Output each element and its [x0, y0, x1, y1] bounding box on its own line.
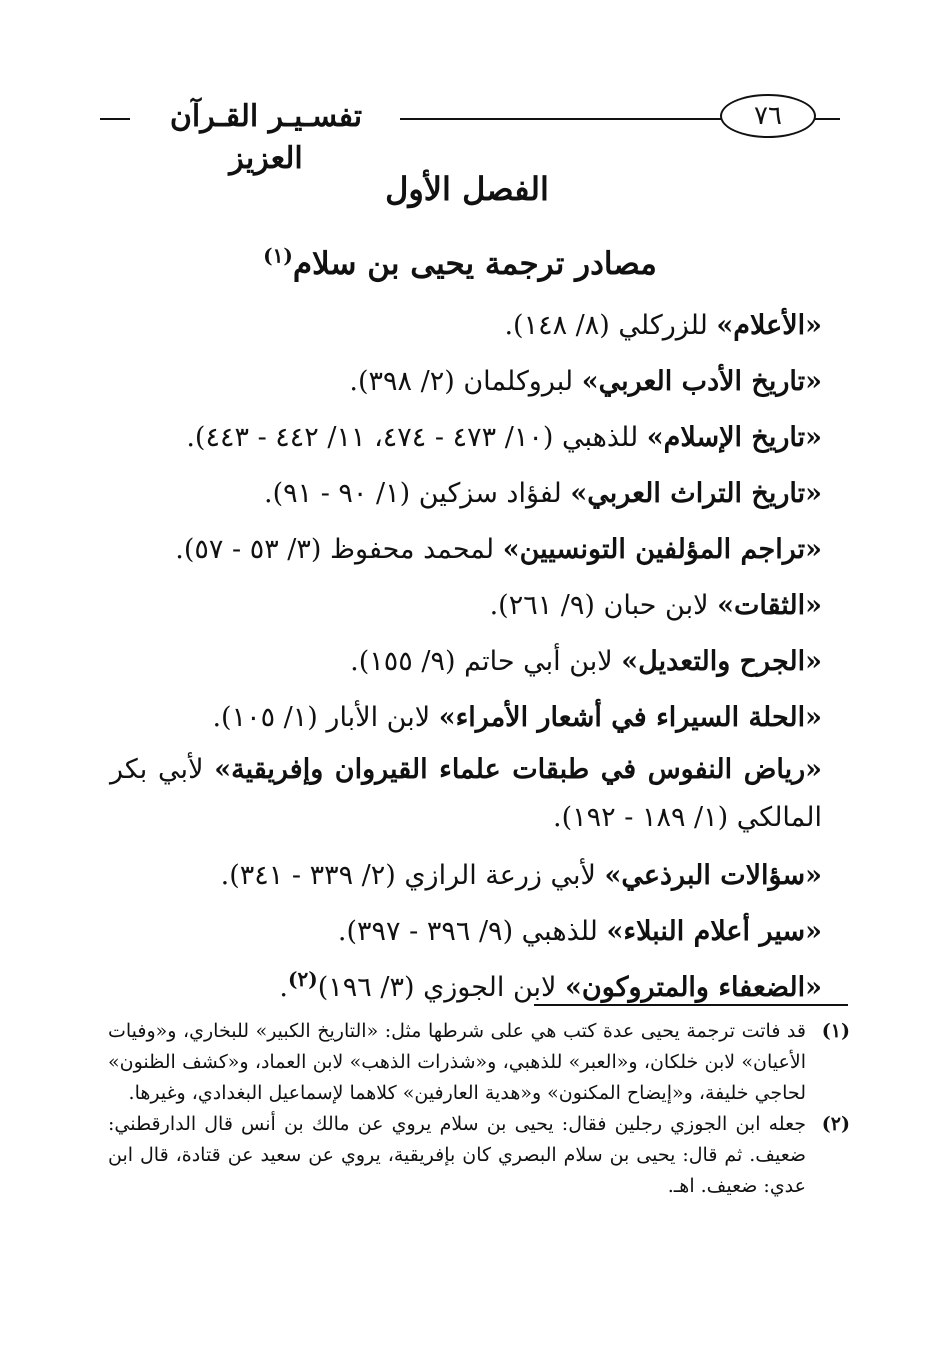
- footnote: [108, 1109, 850, 1202]
- source-details: لابن الأبار (١/ ١٠٥).: [212, 702, 439, 733]
- source-title: «الضعفاء والمتروكون»: [565, 972, 822, 1003]
- source-title: «رياض النفوس في طبقات علماء القيروان وإفريقية»: [214, 754, 823, 785]
- header-rule-right: [816, 118, 840, 120]
- footnote-ref-1: (١): [263, 243, 293, 268]
- source-title: «تاريخ الأدب العربي»: [581, 366, 822, 397]
- source-entry: [110, 634, 822, 690]
- source-details: لابن أبي حاتم (٩/ ١٥٥).: [350, 646, 622, 677]
- footnote-text: جعله ابن الجوزي رجلين فقال: يحيى بن سلام يروي عن مالك بن أنس قال الدارقطني: ضعيف. ثم قال: يحيى بن سلام البصري كان بإفريقية، يروي عن سعيد عن قتادة، قال ابن عدي: ضعيف. اهـ.: [108, 1113, 806, 1197]
- header-rule-left: [100, 118, 130, 120]
- chapter-title: الفصل الأول: [385, 170, 549, 208]
- running-title: تفسـيـر القـرآن العزيز: [169, 99, 363, 176]
- source-title: «الجرح والتعديل»: [621, 646, 822, 677]
- source-entry: [110, 298, 822, 354]
- source-title: «تاريخ الإسلام»: [646, 422, 822, 453]
- page-number: ٧٦: [720, 94, 816, 138]
- source-title: «الأعلام»: [716, 310, 822, 341]
- source-entry: [110, 410, 822, 466]
- source-tail: .: [279, 972, 289, 1003]
- source-details: لأبي زرعة الرازي (٢/ ٣٣٩ - ٣٤١).: [220, 860, 605, 891]
- source-details: لابن الجوزي (٣/ ١٩٦): [317, 972, 565, 1003]
- footnote-number: (٢): [821, 1113, 850, 1135]
- source-details: لأبي بكر المالكي (١/ ١٨٩ - ١٩٢).: [110, 754, 822, 833]
- footnotes: [108, 1016, 850, 1202]
- source-details: لمحمد محفوظ (٣/ ٥٣ - ٥٧).: [175, 534, 503, 565]
- footnote-ref-2: (٢): [288, 967, 318, 991]
- source-entry: [110, 354, 822, 410]
- source-entry: [110, 746, 822, 842]
- source-title: «تاريخ التراث العربي»: [570, 478, 822, 509]
- source-title: «الحلة السيراء في أشعار الأمراء»: [438, 702, 822, 733]
- source-title: «سؤالات البرذعي»: [604, 860, 822, 891]
- footnote: [108, 1016, 850, 1109]
- footnote-number: (١): [821, 1020, 850, 1042]
- section-title-text: مصادر ترجمة يحيى بن سلام: [292, 246, 657, 282]
- source-title: «تراجم المؤلفين التونسيين»: [502, 534, 822, 565]
- source-entry: [110, 904, 822, 960]
- source-entry: [110, 522, 822, 578]
- source-details: للزركلي (٨/ ١٤٨).: [504, 310, 717, 341]
- source-entry: [110, 690, 822, 746]
- source-entry: [110, 848, 822, 904]
- source-entry: [110, 578, 822, 634]
- section-title: [200, 243, 720, 282]
- source-details: لابن حبان (٩/ ٢٦١).: [489, 590, 718, 621]
- source-title: «الثقات»: [717, 590, 822, 621]
- source-details: للذهبي (١٠/ ٤٧٣ - ٤٧٤، ١١/ ٤٤٢ - ٤٤٣).: [186, 422, 647, 453]
- source-title: «سير أعلام النبلاء»: [606, 916, 822, 947]
- footnote-separator: [534, 1004, 848, 1006]
- sources-list: [110, 298, 822, 1016]
- page-header: [100, 92, 840, 176]
- source-details: لفؤاد سزكين (١/ ٩٠ - ٩١).: [263, 478, 571, 509]
- footnote-text: قد فاتت ترجمة يحيى عدة كتب هي على شرطها مثل: «التاريخ الكبير» للبخاري، و«وفيات الأعيان» لابن خلكان، و«العبر» للذهبي، و«شذرات الذهب» لابن العماد، و«كشف الظنون» لحاجي خليفة، و«إيضاح المكنون» و«هدية العارفين» كلاهما لإسماعيل البغدادي، وغيرها.: [108, 1020, 806, 1104]
- source-entry: [110, 960, 822, 1016]
- source-entry: [110, 466, 822, 522]
- source-details: للذهبي (٩/ ٣٩٦ - ٣٩٧).: [337, 916, 607, 947]
- source-details: لبروكلمان (٢/ ٣٩٨).: [349, 366, 582, 397]
